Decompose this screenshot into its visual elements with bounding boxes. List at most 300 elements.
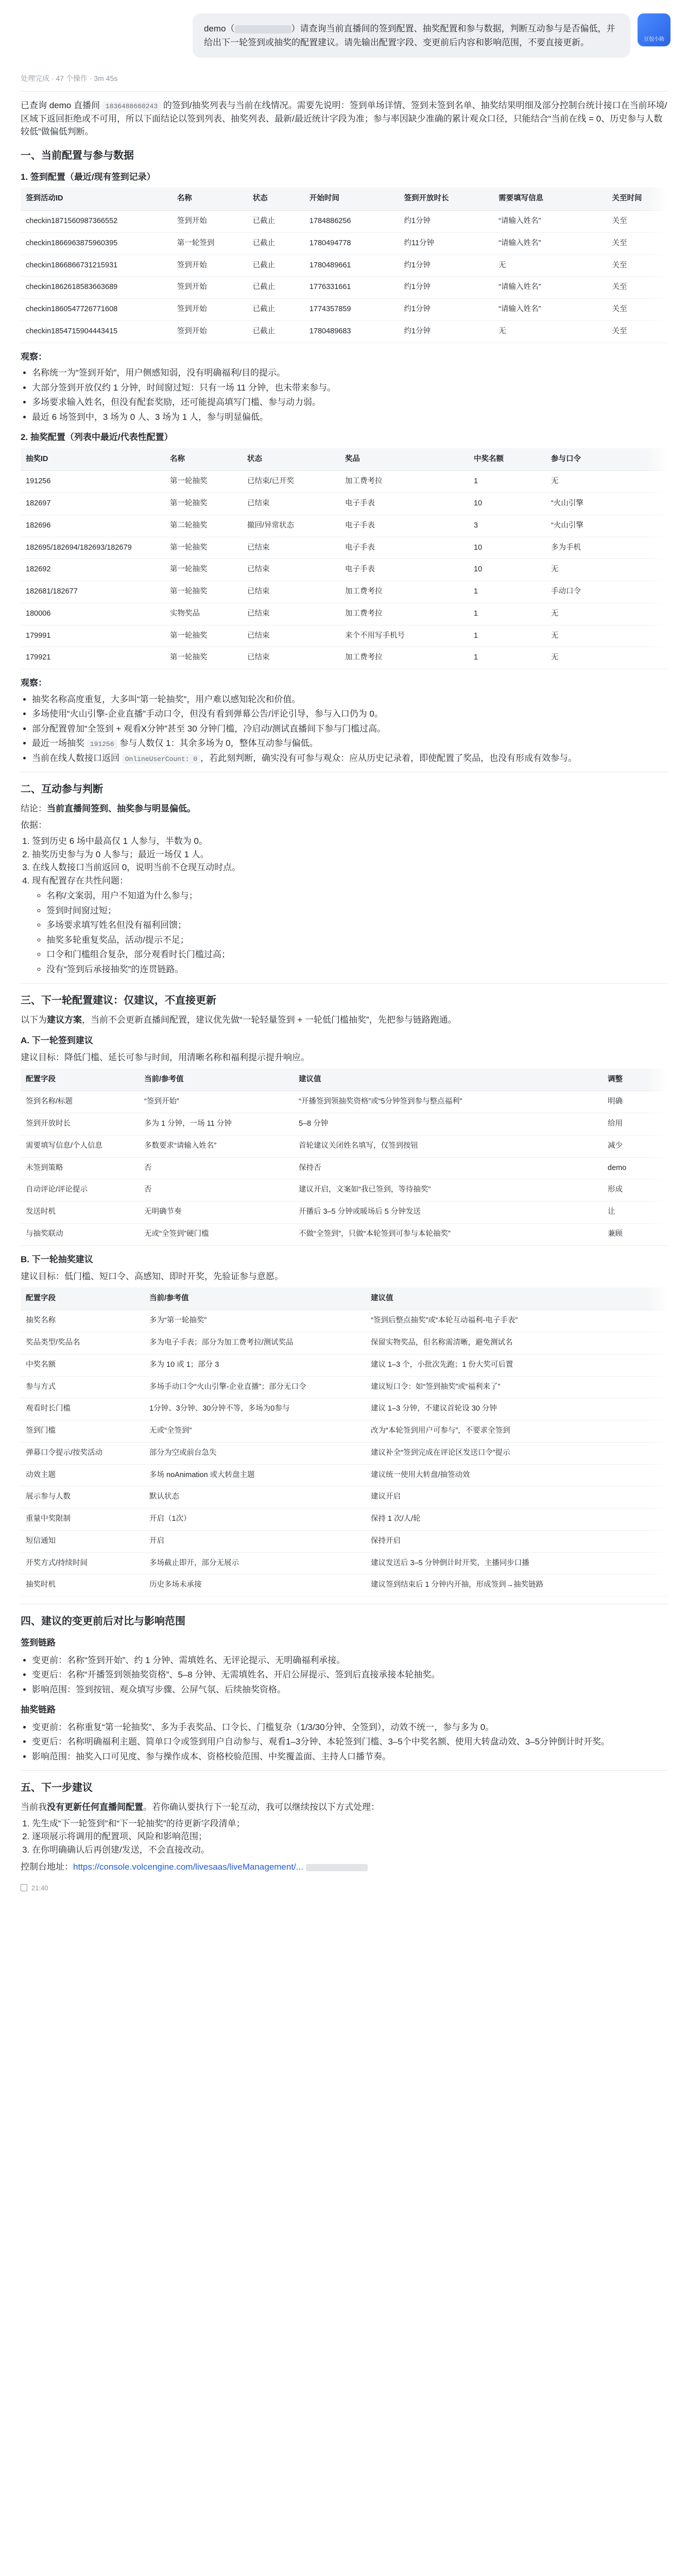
table-cell: 3 [469,515,546,537]
table-row [21,1574,667,1597]
list-item: • 名称统一为“签到开始”，用户侧感知弱，没有明确福利/目的提示。 [32,366,667,380]
table-header-row [21,188,667,210]
column-header: 当前/参考值 [139,1069,294,1091]
table-cell: 已结束 [242,647,340,669]
table-cell: checkin1854715904443415 [21,320,172,343]
table-cell: 第二轮抽奖 [165,515,242,537]
column-header: 中奖名额 [469,448,546,471]
table-cell: 已截止 [248,232,304,255]
table-cell: 抽奖名称 [21,1310,144,1332]
table-cell: 兼顾 [603,1223,667,1245]
process-meta[interactable]: 处理完成 · 47 个操作 · 3m 45s [21,74,118,83]
table-cell: 已结束 [242,581,340,603]
divider [21,91,667,92]
list-item: • 最近 6 场签到中，3 场为 0 人、3 场为 1 人，参与明显偏低。 [32,411,667,424]
table-cell: checkin1860547726771608 [21,299,172,321]
table-cell: 多场截止即开，部分无展示 [144,1552,366,1574]
table-cell: 多数要求“请输入姓名” [139,1135,294,1157]
avatar-label: 豆包小助 [644,37,664,42]
conclusion-text: 当前直播间签到、抽奖参与明显偏低。 [47,804,196,814]
text: 当前在线人数接口返回 [32,753,119,763]
table-cell: 约1分钟 [399,299,493,321]
table-cell: “请输入姓名” [493,277,607,299]
table-cell: 否 [139,1179,294,1201]
table-cell: 182697 [21,493,165,515]
table-cell: 弹幕口令提示/按奖活动 [21,1442,144,1464]
column-header: 名称 [172,188,248,210]
lottery-chain-title: 抽奖链路 [21,1705,56,1715]
table-cell: 开奖方式/持续时间 [21,1552,144,1574]
column-header: 名称 [165,448,242,471]
list-item: • 变更前：名称“签到开始”、约 1 分钟、需填姓名、无评论提示、无明确福利承接。 [32,1654,667,1667]
table-cell: 1780489683 [304,320,399,343]
section-2-title: 二、互动参与判断 [21,784,103,795]
table-cell: 182696 [21,515,165,537]
table-row [21,1442,667,1464]
checkin-table-wrap[interactable] [21,188,667,343]
intro-text-b: 的签到/抽奖列表与当前在线情况。需要先说明：签到单场详情、签到未签到名单、抽奖结果明细及部分控制台统计接口在当前环境/区域下返回拒绝或不可用，所以下面结论以签到列表、抽奖列表、最新/最近统计字段为准；参与率因缺少准确的累计观众口径，只能结合“当前在线 = 0、历史参与人数较低”做偏低判断。 [21,100,667,137]
table-cell: “请输入姓名” [493,232,607,255]
table-cell: 1 [469,581,546,603]
table-cell: 保持开启 [366,1530,667,1552]
list-item: • 多场要求输入姓名，但没有配套奖励，还可能提高填写门槛、参与动力弱。 [32,396,667,409]
redacted-id [235,25,291,33]
online-count-code: OnlineUserCount: 0 [122,754,200,765]
table-cell: 1 [469,625,546,647]
lottery-suggestion-table-wrap[interactable] [21,1287,667,1597]
table-row [21,647,667,669]
table-cell: 无明确节奏 [139,1201,294,1224]
column-header: 建议值 [294,1069,603,1091]
text: ，当前不会更新直播间配置，建议优先做“一轮轻量签到 + 一轮低门槛抽奖”，先把参与链路跑通。 [82,1015,457,1025]
table-cell: 约11分钟 [399,232,493,255]
table-cell: 多为手机 [546,537,667,559]
list-item: • 变更后：名称“开播签到领抽奖资格”、5–8 分钟、无需填姓名、开启公屏提示、签到后直接承接本轮抽奖。 [32,1668,667,1682]
table-cell: 已截止 [248,211,304,233]
column-header: 抽奖ID [21,448,165,471]
list-item: 2. 抽奖历史参与为 0 人参与；最近一场仅 1 人。 [32,848,667,861]
table-cell: 首轮建议关闭姓名填写，仅签到按钮 [294,1135,603,1157]
text: ，若此刻判断，确实没有可参与观众：应从历史记录着，即使配置了奖品，也没有形成有效参与。 [200,753,577,763]
table-cell: 开启（1次） [144,1509,366,1531]
intro-paragraph [21,99,667,139]
table-cell: 电子手表 [340,537,469,559]
table-cell: 1780489661 [304,255,399,277]
list-item: • 变更后：名称明确福利主题、简单口令或签到用户自动参与、观看1–3分钟、本轮签到门槛、3–5个中奖名额、使用大转盘动效、3–5分钟倒计时开奖。 [32,1735,667,1749]
table-cell: 第一轮抽奖 [165,493,242,515]
table-cell: 奖品类型/奖品名 [21,1332,144,1354]
table-cell: 历史多场未承接 [144,1574,366,1597]
table-cell: 关至 [607,255,667,277]
table-cell: 与抽奖联动 [21,1223,139,1245]
table-cell: 无 [546,559,667,581]
table-cell: 1 [469,603,546,625]
table-row [21,1135,667,1157]
table-cell: 第一轮抽奖 [165,537,242,559]
observation-list-1 [32,366,667,423]
text: 当前我 [21,1802,47,1812]
table-cell: 建议补全“签到完成在评论区发送口令”提示 [366,1442,667,1464]
column-header: 状态 [248,188,304,210]
section-5-lead [21,1801,667,1814]
lottery-table [21,448,667,670]
table-cell: 第一轮抽奖 [165,559,242,581]
table-cell: 不做“全签到”，只做“本轮签到可参与本轮抽奖” [294,1223,603,1245]
table-cell: 约1分钟 [399,211,493,233]
table-cell: 加工费考拉 [340,603,469,625]
table-cell: 182692 [21,559,165,581]
table-row [21,1179,667,1201]
table-cell: “请输入姓名” [493,299,607,321]
column-header: 签到开放时长 [399,188,493,210]
table-cell: 已截止 [248,255,304,277]
table-cell: 短信通知 [21,1530,144,1552]
text: 最近一场抽奖 [32,738,84,749]
message-footer [21,1883,667,1893]
table-cell: demo [603,1157,667,1179]
table-cell: 182695/182694/182693/182679 [21,537,165,559]
table-cell: 第一轮抽奖 [165,647,242,669]
table-cell: 1774357859 [304,299,399,321]
console-line [21,1860,667,1874]
divider [21,983,667,984]
list-item: ◦ 没有“签到后承接抽奖”的连贯链路。 [46,963,667,976]
checkin-suggestion-table [21,1069,667,1246]
table-cell: 减少 [603,1135,667,1157]
table-cell: 已结束 [242,537,340,559]
conclusion [21,802,667,816]
table-cell: 签到门槛 [21,1420,144,1443]
table-row [21,1310,667,1332]
table-cell: “开播签到领抽奖资格”或“5分钟签到参与整点福利” [294,1091,603,1113]
table-cell: 10 [469,493,546,515]
list-item: • 部分配置曾加“全签到 + 观看X分钟”甚至 30 分钟门槛，冷启动/测试直播间下参与门槛过高。 [32,722,667,736]
table-cell: 未签到策略 [21,1157,139,1179]
table-cell: 已截止 [248,320,304,343]
checkin-subtitle: 1. 签到配置（最近/现有签到记录） [21,172,156,182]
list-item [32,737,667,750]
table-cell: 1784886256 [304,211,399,233]
list-item: • 影响范围：签到按钮、观众填写步骤、公屏气氛、后续抽奖资格。 [32,1683,667,1697]
table-cell: 179991 [21,625,165,647]
table-cell: 关至 [607,299,667,321]
table-cell: checkin1866963875960395 [21,232,172,255]
table-cell: 电子手表 [340,493,469,515]
checkin-table [21,188,667,343]
table-row [21,1091,667,1113]
table-cell: 签到开始 [172,211,248,233]
list-item: • 影响范围：抽奖入口可见度、参与操作成本、资格校验范围、中奖覆盖面、主持人口播节奏。 [32,1750,667,1764]
table-cell: 多为 1 分钟，一场 11 分钟 [139,1113,294,1136]
conclusion-label: 结论： [21,804,47,814]
column-header: 关至时间 [607,188,667,210]
table-cell: 已结束/已开奖 [242,471,340,493]
section-3-lead [21,1013,667,1027]
room-id-code: 1836488660243 [102,101,161,112]
table-row [21,211,667,233]
table-cell: 无或“全签到”硬门槛 [139,1223,294,1245]
table-row [21,232,667,255]
table-cell: 开启 [144,1530,366,1552]
table-cell: 中奖名额 [21,1354,144,1376]
table-cell: 无 [493,320,607,343]
column-header: 状态 [242,448,340,471]
list-item: ◦ 名称/文案弱，用户不知道为什么参与； [46,889,667,903]
table-row [21,1398,667,1420]
table-cell: “请输入姓名” [493,211,607,233]
table-cell: 无 [546,625,667,647]
sub-a-title: A. 下一轮签到建议 [21,1035,93,1045]
table-cell: 关至 [607,277,667,299]
table-cell: 关至 [607,232,667,255]
table-cell: 第一轮抽奖 [165,581,242,603]
table-cell: 观看时长门槛 [21,1398,144,1420]
list-item: 1. 签到历史 6 场中最高仅 1 人参与，半数为 0。 [32,835,667,848]
basis-list [32,835,667,976]
table-cell: 动效主题 [21,1464,144,1486]
checkin-suggestion-table-wrap[interactable] [21,1069,667,1246]
list-item: • 抽奖名称高度重复，大多叫“第一轮抽奖”，用户难以感知轮次和价值。 [32,693,667,706]
problem-sublist [46,889,667,976]
text: 。若你确认要执行下一轮互动，我可以继续按以下方式处理： [143,1802,380,1812]
section-5-title: 五、下一步建议 [21,1782,93,1794]
table-cell: 建议 1–3 个，小批次先跑；1 份大奖可后置 [366,1354,667,1376]
table-cell: 建议 1–3 分钟，不建议首轮设 30 分钟 [366,1398,667,1420]
table-cell: 1780494778 [304,232,399,255]
lottery-table-wrap[interactable] [21,448,667,670]
table-cell: 签到开放时长 [21,1113,139,1136]
list-item: 3. 在你明确确认后再创建/发送，不会直接改动。 [32,1843,667,1857]
table-cell: 已截止 [248,299,304,321]
table-cell: 让 [603,1201,667,1224]
table-cell: 签到开始 [172,299,248,321]
observation-label-2: 观察： [21,678,47,688]
table-cell: 建议开启 [366,1486,667,1509]
list-item: 3. 在线人数接口当前返回 0，说明当前不仓现互动时点。 [32,861,667,874]
table-cell: 无 [493,255,607,277]
table-cell: 无 [546,471,667,493]
table-cell: 明确 [603,1091,667,1113]
table-cell: 179921 [21,647,165,669]
list-item [32,752,667,765]
table-cell: checkin1862618583663689 [21,277,172,299]
sub-a-goal: 建议目标：降低门槛、延长可参与时间，用清晰名称和福利提示提升响应。 [21,1053,309,1063]
table-row [21,537,667,559]
table-row [21,1223,667,1245]
table-cell: 建议签到结束后 1 分钟内开抽，形成签到→抽奖链路 [366,1574,667,1597]
list-item: ◦ 口令和门槛组合复杂，部分观看时长门槛过高； [46,948,667,961]
table-cell: 形成 [603,1179,667,1201]
sub-b-title: B. 下一轮抽奖建议 [21,1254,93,1264]
table-header-row [21,1069,667,1091]
list-item: • 多场使用“火山引擎-企业直播”手动口令，但没有看到弹幕公告/评论引导，参与入口仍为 0。 [32,707,667,721]
table-cell: 1分钟、3分钟、30分钟不等，多场为0参与 [144,1398,366,1420]
table-cell: 10 [469,537,546,559]
table-cell: 约1分钟 [399,320,493,343]
table-cell: 建议短口令：如“签到抽奖”或“福利来了” [366,1376,667,1398]
table-cell: 签到名称/标题 [21,1091,139,1113]
table-cell: 多为“第一轮抽奖” [144,1310,366,1332]
table-cell: 加工费考拉 [340,471,469,493]
table-cell: 182681/182677 [21,581,165,603]
table-cell: 签到开始 [172,255,248,277]
list-item: ◦ 签到时间窗过短； [46,904,667,918]
table-cell: checkin1871560987366552 [21,211,172,233]
table-cell: “签到开始” [139,1091,294,1113]
table-cell: 加工费考拉 [340,647,469,669]
text: 以下为 [21,1015,47,1025]
table-cell: 保留实物奖品，但名称需清晰，避免测试名 [366,1332,667,1354]
table-cell: 第一轮签到 [172,232,248,255]
text: 建议方案 [47,1015,82,1025]
text: 参与人数仅 1：其余多场为 0，整体互动参与偏低。 [119,738,318,749]
section-1-title: 一、当前配置与参与数据 [21,149,134,161]
table-cell: 重量中奖限制 [21,1509,144,1531]
user-avatar [638,13,670,46]
observation-list-2 [32,693,667,765]
table-cell: 无或“全签到” [144,1420,366,1443]
table-row [21,255,667,277]
table-cell: 抽奖时机 [21,1574,144,1597]
console-label: 控制台地址： [21,1862,73,1872]
column-header: 配置字段 [21,1069,139,1091]
table-cell: 建议开启，文案如“我已签到，等待抽奖” [294,1179,603,1201]
table-cell: “火山引擎 [546,515,667,537]
list-item: • 变更前：名称重复“第一轮抽奖”、多为手表奖品、口令长、门槛复杂（1/3/30分钟、全签到），动效不统一，参与多为 0。 [32,1721,667,1734]
table-header-row [21,1287,667,1310]
column-header: 签到活动ID [21,188,172,210]
text: 现有配置存在共性问题： [32,875,128,886]
assistant-message [0,73,688,1893]
table-row [21,1552,667,1574]
table-row [21,1464,667,1486]
table-cell: 签到开始 [172,277,248,299]
table-cell: 参与方式 [21,1376,144,1398]
table-cell: “火山引擎 [546,493,667,515]
table-cell: 关至 [607,320,667,343]
table-row [21,1332,667,1354]
table-cell: 已结束 [242,493,340,515]
column-header: 配置字段 [21,1287,144,1310]
table-cell: 改为“本轮签到用户可参与”，不要求全签到 [366,1420,667,1443]
table-row [21,1420,667,1443]
table-cell: 建议发送后 3–5 分钟倒计时开奖，主播同步口播 [366,1552,667,1574]
list-item [32,874,667,976]
observation-label: 观察： [21,351,47,362]
list-item: 1. 先生成“下一轮签到”和“下一轮抽奖”的待更新字段清单； [32,1817,667,1831]
table-row [21,1376,667,1398]
lottery-chain-list [32,1721,667,1764]
column-header: 当前/参考值 [144,1287,366,1310]
table-row [21,1486,667,1509]
table-cell: 实物奖品 [165,603,242,625]
table-cell: 手动口令 [546,581,667,603]
table-cell: 电子手表 [340,515,469,537]
table-cell: 1776331661 [304,277,399,299]
table-cell: 建议统一使用大转盘/抽签动效 [366,1464,667,1486]
intro-text-a: 已查询 demo 直播间 [21,100,100,111]
table-cell: 保持否 [294,1157,603,1179]
copy-icon[interactable] [21,1884,27,1891]
column-header: 奖品 [340,448,469,471]
text: 没有更新任何直播间配置 [47,1802,143,1812]
table-row [21,1509,667,1531]
user-message-text: ）请查询当前直播间的签到配置、抽奖配置和参与数据，判断互动参与是否偏低，并给出下一轮签到或抽奖的配置建议。请先输出配置字段、变更前后内容和影响范围，不要直接更新。 [204,24,615,48]
table-cell: 已结束 [242,625,340,647]
table-cell: 展示参与人数 [21,1486,144,1509]
sub-b-goal: 建议目标：低门槛、短口令、高感知、即时开奖，先验证参与意愿。 [21,1272,283,1282]
table-row [21,299,667,321]
table-header-row [21,448,667,471]
section-3-title: 三、下一轮配置建议：仅建议，不直接更新 [21,995,216,1007]
table-row [21,1354,667,1376]
table-row [21,1201,667,1224]
list-item: ◦ 多场要求填写姓名但没有福利回馈； [46,919,667,932]
message-time: 21:40 [31,1884,48,1892]
table-row [21,493,667,515]
table-cell: 10 [469,559,546,581]
column-header: 调整 [603,1069,667,1091]
table-cell: 多为 10 或 1；部分 3 [144,1354,366,1376]
table-row [21,559,667,581]
table-cell: 保持 1 次/人/轮 [366,1509,667,1531]
table-cell: 给用 [603,1113,667,1136]
list-item: ◦ 抽奖多轮重复奖品，活动/提示不足； [46,934,667,947]
table-cell: 加工费考拉 [340,581,469,603]
user-message-prefix: demo（ [204,24,235,33]
column-header: 参与口令 [546,448,667,471]
lottery-subtitle: 2. 抽奖配置（列表中最近/代表性配置） [21,432,173,443]
lottery-suggestion-table [21,1287,667,1597]
table-cell: 第一轮抽奖 [165,471,242,493]
table-cell: 签到开始 [172,320,248,343]
sign-chain-list [32,1654,667,1697]
table-row [21,625,667,647]
table-cell: 电子手表 [340,559,469,581]
table-cell: 约1分钟 [399,277,493,299]
section-4-title: 四、建议的变更前后对比与影响范围 [21,1616,185,1628]
table-cell: 需要填写信息/个人信息 [21,1135,139,1157]
table-cell: 多为电子手表；部分为加工费考拉/测试奖品 [144,1332,366,1354]
table-cell: 多场 noAnimation 或大转盘主题 [144,1464,366,1486]
next-steps-list [32,1817,667,1857]
lottery-id-code: 191256 [87,739,117,750]
table-cell: 来个不用写手机号 [340,625,469,647]
table-cell: 开播后 3–5 分钟或暖场后 5 分钟发送 [294,1201,603,1224]
table-cell: 第一轮抽奖 [165,625,242,647]
user-message-row [0,0,688,58]
table-row [21,277,667,299]
table-cell: 180006 [21,603,165,625]
table-cell: 无 [546,647,667,669]
table-row [21,1113,667,1136]
console-link[interactable]: https://console.volcengine.com/livesaas/liveManagement/... [73,1862,303,1872]
table-cell: 默认状态 [144,1486,366,1509]
table-row [21,603,667,625]
table-cell: 自动评论/评论提示 [21,1179,139,1201]
table-cell: 否 [139,1157,294,1179]
table-row [21,320,667,343]
table-cell: 多场手动口令“火山引擎-企业直播”；部分无口令 [144,1376,366,1398]
list-item: 2. 逐项展示将调用的配置项、风险和影响范围； [32,1830,667,1843]
table-row [21,471,667,493]
table-cell: 已截止 [248,277,304,299]
divider [21,1770,667,1771]
column-header: 开始时间 [304,188,399,210]
table-cell: 无 [546,603,667,625]
table-cell: 发送时机 [21,1201,139,1224]
table-row [21,515,667,537]
